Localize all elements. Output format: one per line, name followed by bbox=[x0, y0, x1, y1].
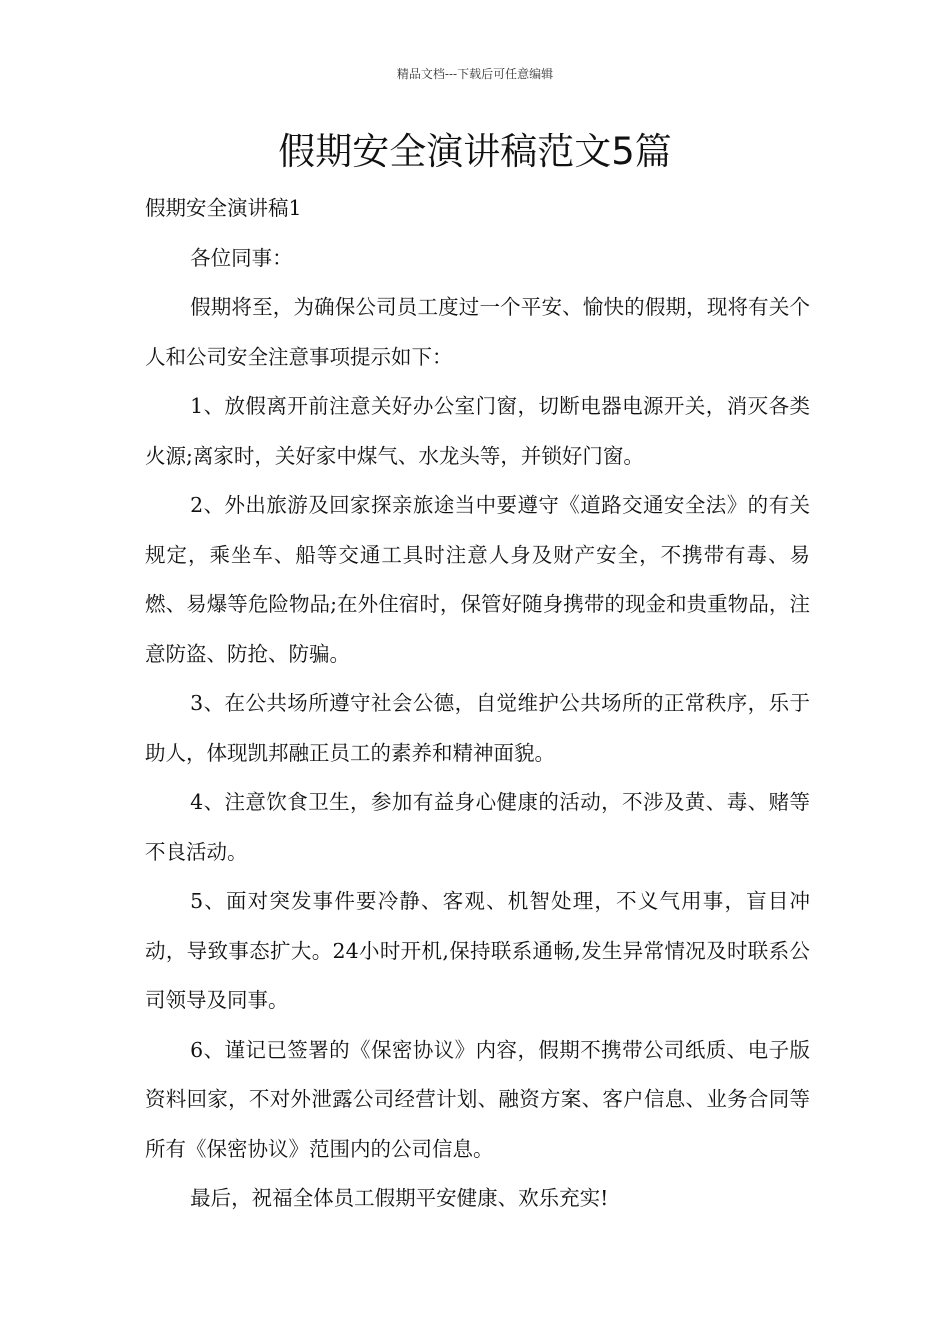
item-paragraph-2: 2、外出旅游及回家探亲旅途当中要遵守《道路交通安全法》的有关规定，乘坐车、船等交通工具时注意人身及财产安全，不携带有毒、易燃、易爆等危险物品;在外住宿时，保管好随身携带的现金和贵重物品，注意防盗、防抢、防骗。 bbox=[145, 493, 810, 666]
item-paragraph-1: 1、放假离开前注意关好办公室门窗，切断电器电源开关，消灭各类火源;离家时，关好家中煤气、水龙头等，并锁好门窗。 bbox=[145, 394, 810, 468]
greeting-paragraph: 各位同事： bbox=[190, 245, 293, 270]
document-body bbox=[145, 184, 810, 1224]
item-paragraph-5: 5、面对突发事件要冷静、客观、机智处理，不义气用事，盲目冲动，导致事态扩大。24小时开机,保持联系通畅,发生异常情况及时联系公司领导及同事。 bbox=[145, 889, 810, 1012]
intro-paragraph: 假期将至，为确保公司员工度过一个平安、愉快的假期，现将有关个人和公司安全注意事项提示如下： bbox=[145, 295, 810, 369]
closing-paragraph: 最后，祝福全体员工假期平安健康、欢乐充实! bbox=[190, 1186, 609, 1210]
item-paragraph-4: 4、注意饮食卫生，参加有益身心健康的活动，不涉及黄、毒、赌等不良活动。 bbox=[145, 790, 810, 864]
item-paragraph-6: 6、谨记已签署的《保密协议》内容，假期不携带公司纸质、电子版资料回家，不对外泄露公司经营计划、融资方案、客户信息、业务合同等所有《保密协议》范围内的公司信息。 bbox=[145, 1037, 810, 1161]
document-subtitle: 假期安全演讲稿1 bbox=[145, 196, 302, 220]
item-paragraph-3: 3、在公共场所遵守社会公德，自觉维护公共场所的正常秩序，乐于助人，体现凯邦融正员工的素养和精神面貌。 bbox=[145, 691, 810, 765]
page-header: 精品文档---下载后可任意编辑 bbox=[396, 67, 554, 81]
document-title: 假期安全演讲稿范文5篇 bbox=[278, 130, 672, 173]
